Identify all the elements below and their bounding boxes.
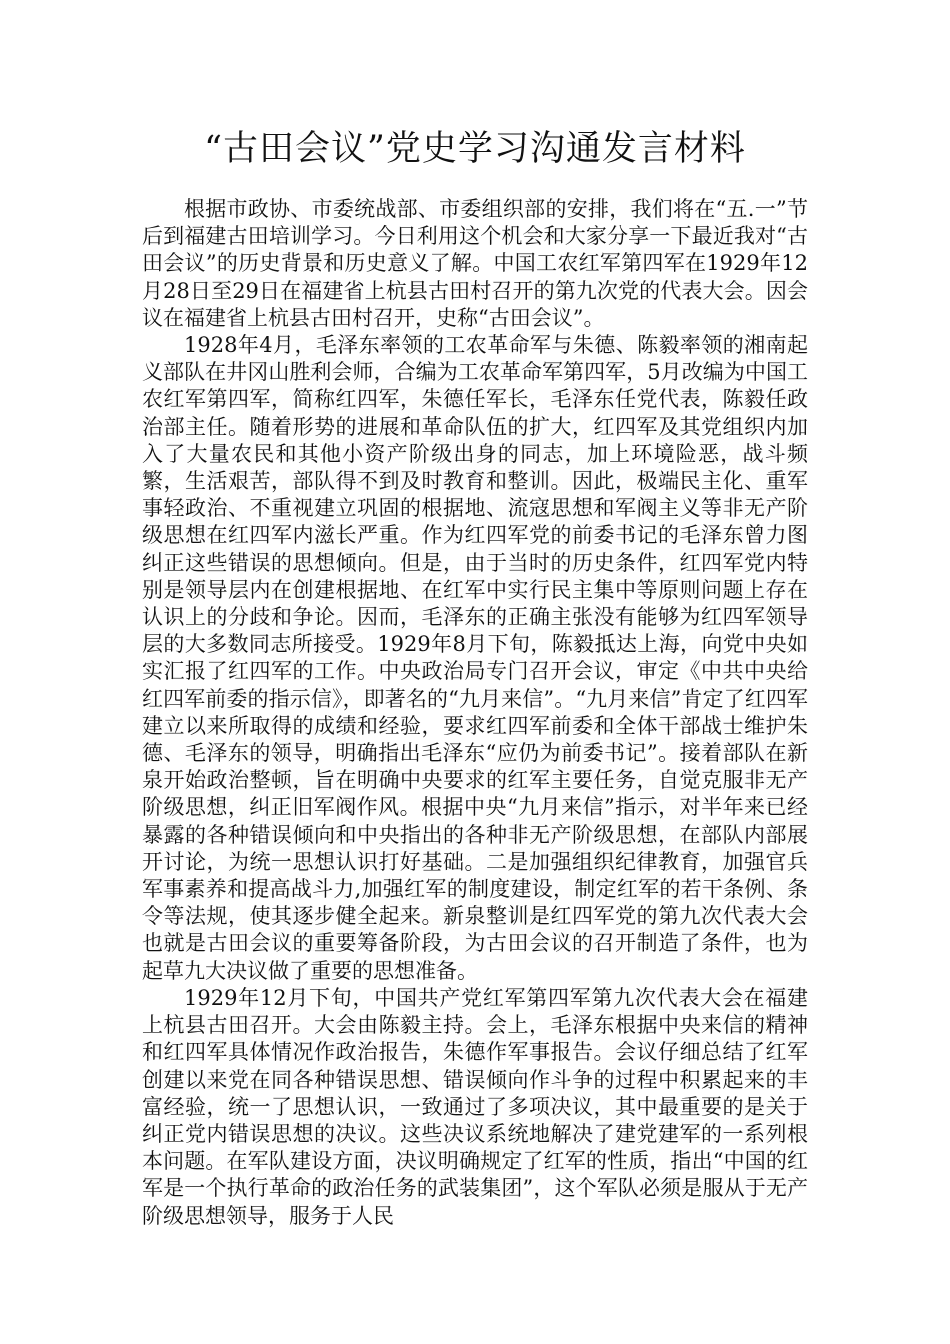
document-title: “古田会议”党史学习沟通发言材料 <box>204 129 746 169</box>
paragraph-congress: 1929年12月下旬，中国共产党红军第四军第九次代表大会在福建上杭县古田召开。大会由陈毅主持。会上，毛泽东根据中央来信的精神和红四军具体情况作政治报告，朱德作军事报告。会议仔细总结了红军创建以来党在同各种错误思想、错误倾向作斗争的过程中积累起来的丰富经验，统一了思想认识，一致通过了多项决议，其中最重要的是关于纠正党内错误思想的决议。这些决议系统地解决了建党建军的一系列根本问题。在军队建设方面，决议明确规定了红军的性质，指出“中国的红军是一个执行革命的政治任务的武装集团”，这个军队必须是服从于无产阶级思想领导，服务于人民 <box>142 985 808 1228</box>
document-body <box>142 196 808 1230</box>
paragraph-intro: 根据市政协、市委统战部、市委组织部的安排，我们将在“五.一”节后到福建古田培训学习。今日利用这个机会和大家分享一下最近我对“古田会议”的历史背景和历史意义了解。中国工农红军第四军在1929年12月28日至29日在福建省上杭县古田村召开的第九次党的代表大会。因会议在福建省上杭县古田村召开，史称“古田会议”。 <box>142 197 808 330</box>
paragraph-background: 1928年4月，毛泽东率领的工农革命军与朱德、陈毅率领的湘南起义部队在井冈山胜利会师，合编为工农革命军第四军，5月改编为中国工农红军第四军，简称红四军，朱德任军长，毛泽东任党代表，陈毅任政治部主任。随着形势的进展和革命队伍的扩大，红四军及其党组织内加入了大量农民和其他小资产阶级出身的同志，加上环境险恶，战斗频繁，生活艰苦，部队得不到及时教育和整训。因此，极端民主化、重军事轻政治、不重视建立巩固的根据地、流寇思想和军阀主义等非无产阶级思想在红四军内滋长严重。作为红四军党的前委书记的毛泽东曾力图纠正这些错误的思想倾向。但是，由于当时的历史条件，红四军党内特别是领导层内在创建根据地、在红军中实行民主集中等原则问题上存在认识上的分歧和争论。因而，毛泽东的正确主张没有能够为红四军领导层的大多数同志所接受。1929年8月下旬，陈毅抵达上海，向党中央如实汇报了红四军的工作。中央政治局专门召开会议，审定《中共中央给红四军前委的指示信》，即著名的“九月来信”。“九月来信”肯定了红四军建立以来所取得的成绩和经验，要求红四军前委和全体干部战士维护朱德、毛泽东的领导，明确指出毛泽东“应仍为前委书记”。接着部队在新泉开始政治整顿，旨在明确中央要求的红军主要任务，自觉克服非无产阶级思想，纠正旧军阀作风。根据中央“九月来信”指示，对半年来已经暴露的各种错误倾向和中央指出的各种非无产阶级思想，在部队内部展开讨论，为统一思想认识打好基础。二是加强组织纪律教育，加强官兵军事素养和提高战斗力,加强红军的制度建设，制定红军的若干条例、条令等法规，使其逐步健全起来。新泉整训是红四军党的第九次代表大会也就是古田会议的重要筹备阶段，为古田会议的召开制造了条件，也为起草九大决议做了重要的思想准备。 <box>142 333 808 983</box>
